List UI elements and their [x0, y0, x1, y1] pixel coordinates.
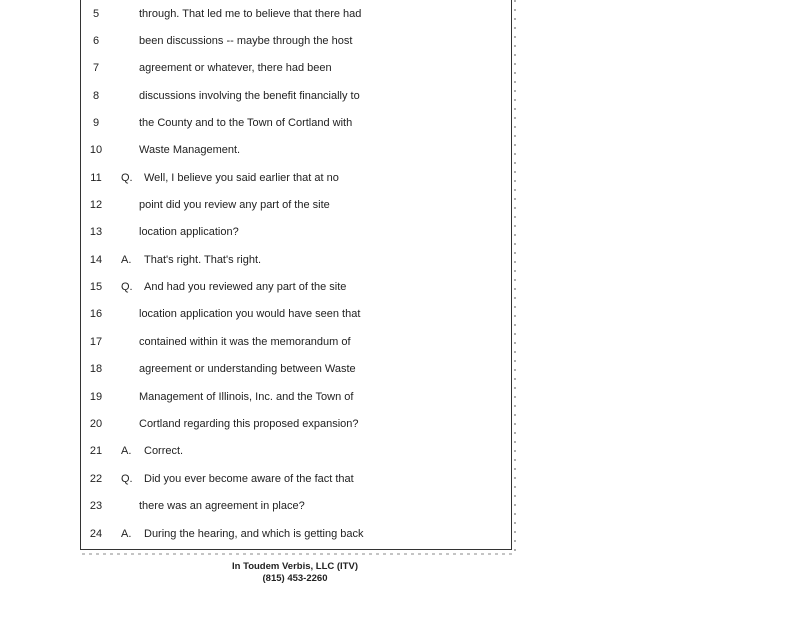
line-number: 16: [89, 308, 103, 320]
line-number: 7: [92, 62, 100, 74]
line-number: 14: [89, 254, 103, 266]
line-number: 22: [89, 473, 103, 485]
speaker-label: Q.: [121, 281, 133, 293]
transcript-page-frame: [80, 0, 512, 550]
line-number: 6: [92, 35, 100, 47]
line-number: 12: [89, 199, 103, 211]
transcript-line: [0, 86, 520, 106]
transcript-line: [0, 414, 520, 434]
line-number: 10: [89, 144, 103, 156]
line-number: 20: [89, 418, 103, 430]
line-number: 18: [89, 363, 103, 375]
transcript-line: [0, 4, 520, 24]
line-text: agreement or whatever, there had been: [139, 62, 332, 74]
transcript-line: [0, 496, 520, 516]
transcript-line: [0, 250, 520, 270]
line-number: 5: [92, 8, 100, 20]
transcript-line: [0, 168, 520, 188]
line-text: location application you would have seen that: [139, 308, 361, 320]
transcript-line: [0, 524, 520, 544]
speaker-label: Q.: [121, 473, 133, 485]
line-number: 8: [92, 90, 100, 102]
transcript-line: [0, 359, 520, 379]
line-number: 15: [89, 281, 103, 293]
transcript-line: [0, 304, 520, 324]
line-text: Well, I believe you said earlier that at no: [144, 172, 339, 184]
line-text: contained within it was the memorandum of: [139, 336, 351, 348]
footer-phone: (815) 453-2260: [262, 573, 328, 584]
transcript-line: [0, 441, 520, 461]
line-text: Correct.: [144, 445, 184, 457]
transcript-line: [0, 222, 520, 242]
line-number: 11: [90, 172, 102, 184]
transcript-line: [0, 31, 520, 51]
line-number: 24: [89, 528, 103, 540]
line-text: Cortland regarding this proposed expansion?: [139, 418, 359, 430]
transcript-line: [0, 58, 520, 78]
scan-edge-bottom: [82, 553, 514, 555]
line-number: 17: [89, 336, 103, 348]
line-number: 21: [89, 445, 103, 457]
speaker-label: A.: [121, 254, 132, 266]
line-text: the County and to the Town of Cortland with: [139, 117, 353, 129]
transcript-line: [0, 469, 520, 489]
line-text: Did you ever become aware of the fact that: [144, 473, 354, 485]
line-text: location application?: [139, 226, 239, 238]
line-text: through. That led me to believe that there had: [139, 8, 362, 20]
speaker-label: Q.: [121, 172, 133, 184]
line-text: That's right. That's right.: [144, 254, 262, 266]
line-text: During the hearing, and which is getting back: [144, 528, 364, 540]
line-number: 23: [89, 500, 103, 512]
transcript-line: [0, 277, 520, 297]
speaker-label: A.: [121, 445, 132, 457]
line-text: Waste Management.: [139, 144, 241, 156]
transcript-line: [0, 113, 520, 133]
line-number: 9: [92, 117, 100, 129]
footer-company: In Toudem Verbis, LLC (ITV): [232, 561, 358, 572]
line-text: discussions involving the benefit financially to: [139, 90, 360, 102]
line-text: Management of Illinois, Inc. and the Town of: [139, 391, 354, 403]
line-number: 13: [89, 226, 103, 238]
line-text: been discussions -- maybe through the host: [139, 35, 353, 47]
speaker-label: A.: [121, 528, 132, 540]
page-footer: [150, 561, 440, 585]
transcript-line: [0, 140, 520, 160]
line-text: there was an agreement in place?: [139, 500, 305, 512]
line-text: agreement or understanding between Waste: [139, 363, 356, 375]
transcript-line: [0, 195, 520, 215]
line-text: And had you reviewed any part of the site: [144, 281, 347, 293]
transcript-line: [0, 332, 520, 352]
line-number: 19: [89, 391, 103, 403]
line-text: point did you review any part of the site: [139, 199, 330, 211]
transcript-line: [0, 387, 520, 407]
